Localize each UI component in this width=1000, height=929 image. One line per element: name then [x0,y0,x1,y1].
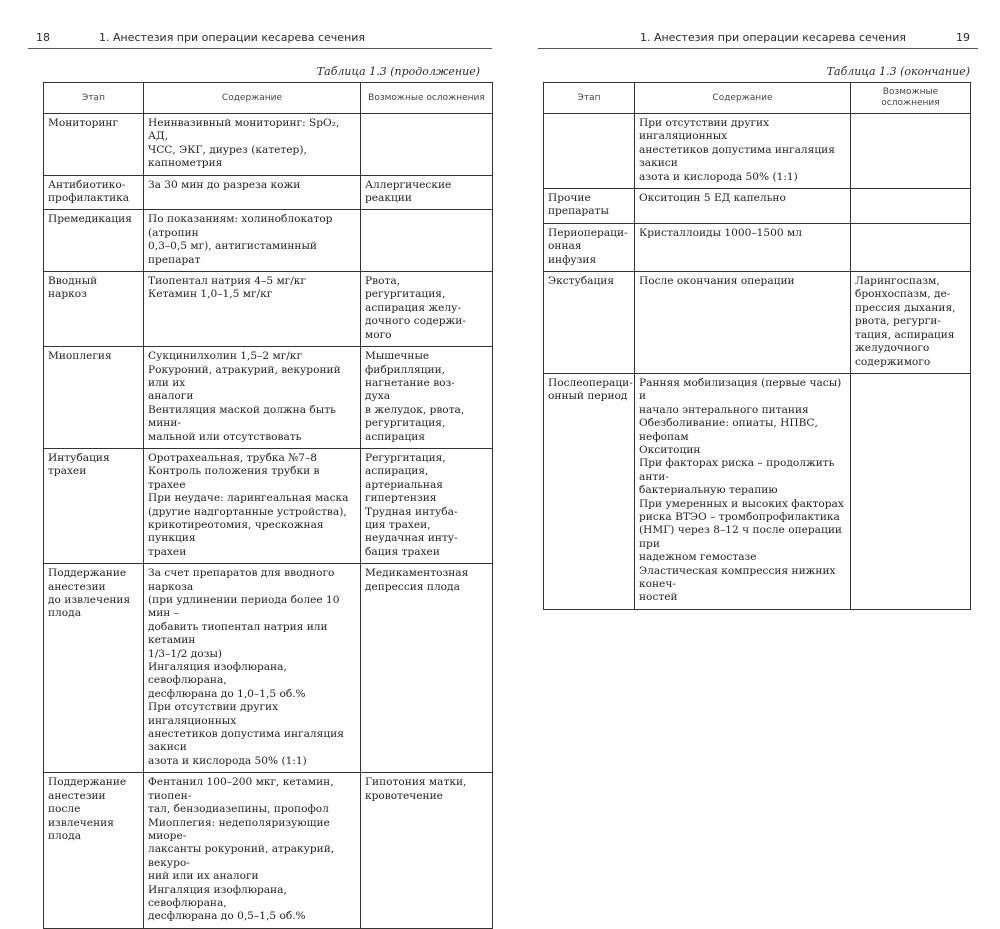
cell-line: извлечения [48,816,114,829]
cell-line: нагнетание воз- [365,376,455,389]
stage-cell [44,114,144,176]
cell-line: Кристаллоиды 1000–1500 мл [639,226,802,239]
cell-line: Периопераци- [548,226,628,239]
cell-line: Вентиляция маской должна быть мини- [148,403,336,430]
cell-line: анестезии [48,580,106,593]
cell-line: Интубация [48,451,110,464]
cell-line: мальной или отсутствовать [148,430,302,443]
cell-line: Премедикация [48,213,132,226]
anesthesia-table [543,82,971,610]
stage-cell [44,210,144,272]
table-caption: Таблица 1.3 (окончание) [826,65,970,78]
running-head [538,31,970,49]
cell-line: (НМГ) через 8–12 ч после операции при [639,524,842,550]
cell-line: гипертензия [365,492,437,505]
stage-cell [544,373,635,609]
cell-line: Неинвазивный мониторинг: SpO₂, АД, [148,117,340,143]
cell-line: начало энтерального питания [639,403,809,416]
header-complications: Возможные осложнения [361,83,493,114]
content-cell [635,373,851,609]
cell-line: депрессия плода [365,580,460,593]
cell-line: регургитация, [365,417,446,430]
cell-line: духа [365,390,391,403]
cell-line: бация трахеи [365,545,440,558]
cell-line: Окситоцин 5 ЕД капельно [639,192,786,205]
cell-line: Ингаляция изофлюрана, севофлюрана, [148,883,287,909]
stage-cell [44,175,144,210]
cell-line: Миоплегия: недеполяризующие миоре- [148,816,330,842]
cell-line: кровотечение [365,789,443,802]
content-cell [144,773,361,928]
cell-line: Контроль положения трубки в трахее [148,465,320,491]
complications-cell [851,373,971,609]
content-cell [635,223,851,271]
cell-line: Окситоцин [639,443,701,456]
cell-line: желудочного [855,342,930,355]
cell-line: Обезболивание: опиаты, НПВС, нефопам [639,417,818,443]
cell-line: десфлюрана до 0,5–1,5 об.% [148,910,306,923]
cell-line: тация, аспирация [855,328,955,341]
cell-line: Миоплегия [48,350,112,363]
cell-line: По показаниям: холиноблокатор (атропин [148,213,333,239]
cell-line: Медикаментозная [365,567,469,580]
cell-line: 0,3–0,5 мг), антигистаминный препарат [148,240,317,266]
cell-line: При умеренных и высоких факторах [639,497,844,510]
cell-line: Экстубация [548,275,615,288]
cell-line: Рвота, [365,275,401,288]
stage-cell [44,347,144,449]
cell-line: Регургитация, [365,451,446,464]
cell-line: онный период [548,390,628,403]
cell-line: При неудаче: ларингеальная маска [148,492,349,505]
cell-line: прессия дыхания, [855,301,956,314]
cell-line: Оротрахеальная, трубка №7–8 [148,451,318,464]
cell-line: тал, бензодиазепины, пропофол [148,803,329,816]
cell-line: (другие надгортанные устройства), [148,505,347,518]
content-cell [144,347,361,449]
table-row [44,175,493,210]
cell-line: Рокуроний, атракурий, векуроний или их [148,363,341,389]
cell-line: При факторах риска – продолжить анти- [639,457,835,483]
chapter-title: 1. Анестезия при операции кесарева сечения [99,31,366,44]
stage-cell [544,272,635,374]
content-cell [635,114,851,189]
table-row [44,448,493,563]
complications-cell [361,272,493,347]
cell-line: бронхоспазм, де- [855,288,951,301]
cell-line: десфлюрана до 1,0–1,5 об.% [148,687,306,700]
cell-line: Мышечные [365,350,430,363]
cell-line: реакции [365,192,412,205]
cell-line: трахеи [48,465,87,478]
cell-line: мого [365,328,392,341]
complications-cell [361,175,493,210]
cell-line: Кетамин 1,0–1,5 мг/кг [148,288,273,301]
cell-line: фибрилляции, [365,363,446,376]
cell-line: содержимого [855,355,931,368]
cell-line: азота и кислорода 50% (1:1) [639,170,798,183]
cell-line: Гипотония матки, [365,776,467,789]
page-number: 18 [36,31,50,44]
header-stage: Этап [44,83,144,114]
cell-line: профилактика [48,192,130,205]
table-row [44,210,493,272]
table-header-row [544,83,971,114]
cell-line: до извлечения [48,594,131,606]
cell-line: При отсутствии других ингаляционных [148,701,279,727]
complications-cell [361,564,493,773]
table-header-row [44,83,493,114]
table-row [544,223,971,271]
table-row [44,272,493,347]
cell-line: Аллергические [365,178,452,191]
cell-line: ция трахеи, [365,518,431,531]
stage-cell [44,773,144,928]
complications-cell [361,114,493,176]
cell-line: После окончания операции [639,275,795,288]
complications-cell [361,210,493,272]
header-complications: Возможные осложнения [851,83,971,114]
cell-line: Ингаляция изофлюрана, севофлюрана, [148,661,287,687]
cell-line: ЧСС, ЭКГ, диурез (катетер), капнометрия [148,143,307,170]
cell-line: наркоз [48,288,87,301]
table-row [544,272,971,374]
complications-cell [361,448,493,563]
cell-line: Ранняя мобилизация (первые часы) и [639,376,842,403]
content-cell [144,114,361,176]
cell-line: трахеи [148,545,187,558]
cell-line: крикотиреотомия, чрескожная пункция [148,518,324,545]
table-row [44,564,493,773]
cell-line: анестетиков допустима ингаляция закиси [148,728,344,754]
anesthesia-table [43,82,493,929]
cell-line: неудачная инту- [365,532,458,545]
table-row [44,347,493,449]
cell-line: дочного содержи- [365,315,466,328]
complications-cell [361,347,493,449]
cell-line: в желудок, рвота, [365,403,465,416]
cell-line: ностей [639,591,678,604]
cell-line: За 30 мин до разреза кожи [148,178,301,191]
complications-cell [851,189,971,224]
cell-line: Трудная интуба- [365,505,458,518]
cell-line: азота и кислорода 50% (1:1) [148,754,307,767]
cell-line: рвота, регурги- [855,315,941,328]
cell-line: 1/3–1/2 дозы) [148,647,223,660]
cell-line: регургитация, [365,288,446,301]
content-cell [144,564,361,773]
table-row [544,373,971,609]
cell-line: Послеопераци- [548,376,633,389]
cell-line: артериальная [365,478,443,491]
cell-line: анестетиков допустима ингаляция закиси [639,143,835,170]
cell-line: риска ВТЭО – тромбопрофилактика [639,510,840,523]
cell-line: Мониторинг [48,117,119,129]
table-row [44,773,493,928]
content-cell [635,189,851,224]
header-rule [28,48,492,49]
table-body [544,114,971,610]
chapter-title: 1. Анестезия при операции кесарева сечения [639,31,906,44]
header-content: Содержание [635,83,851,114]
cell-line: препараты [548,205,609,218]
cell-line: анестезии [48,789,106,802]
stage-cell [544,223,635,271]
content-cell [144,272,361,347]
cell-line: Ларингоспазм, [855,275,940,288]
cell-line: ний или их аналоги [148,870,259,883]
content-cell [144,175,361,210]
cell-line: Вводный [48,275,98,288]
complications-cell [851,114,971,189]
cell-line: аспирация желу- [365,301,461,314]
cell-line: онная инфузия [548,240,597,266]
cell-line: аспирация, [365,465,429,478]
stage-cell [544,114,635,189]
content-cell [144,210,361,272]
cell-line: Прочие [548,192,591,205]
stage-cell [44,448,144,563]
cell-line: Поддержание [48,776,127,789]
running-head [28,31,480,49]
cell-line: надежном гемостазе [639,551,757,564]
header-rule [538,48,978,49]
cell-line: после [48,803,81,816]
cell-line: добавить тиопентал натрия или кетамин [148,620,328,647]
table-row [44,114,493,176]
table-row [544,189,971,224]
cell-line: Эластическая компрессия нижних конеч- [639,564,836,590]
complications-cell [851,272,971,374]
page-number: 19 [956,31,970,44]
table-body [44,114,493,929]
cell-line: Сукцинилхолин 1,5–2 мг/кг [148,350,303,363]
complications-cell [851,223,971,271]
cell-line: При отсутствии других ингаляционных [639,117,770,143]
cell-line: (при удлинении периода более 10 мин – [148,594,340,620]
cell-line: аспирация [365,430,426,443]
complications-cell [361,773,493,928]
stage-cell [44,564,144,773]
cell-line: плода [48,607,82,620]
cell-line: бактериальную терапию [639,484,778,497]
content-cell [144,448,361,563]
cell-line: Поддержание [48,567,127,580]
cell-line: лаксанты рокуроний, атракурий, векуро- [148,843,335,869]
header-content: Содержание [144,83,361,114]
table-caption: Таблица 1.3 (продолжение) [316,65,480,78]
cell-line: аналоги [148,390,194,403]
stage-cell [544,189,635,224]
content-cell [635,272,851,374]
cell-line: плода [48,829,82,842]
header-stage: Этап [544,83,635,114]
cell-line: Фентанил 100–200 мкг, кетамин, тиопен- [148,776,334,802]
cell-line: За счет препаратов для вводного наркоза [148,567,335,593]
cell-line: Антибиотико- [48,178,126,191]
cell-line: Тиопентал натрия 4–5 мг/кг [148,275,306,288]
table-row [544,114,971,189]
stage-cell [44,272,144,347]
